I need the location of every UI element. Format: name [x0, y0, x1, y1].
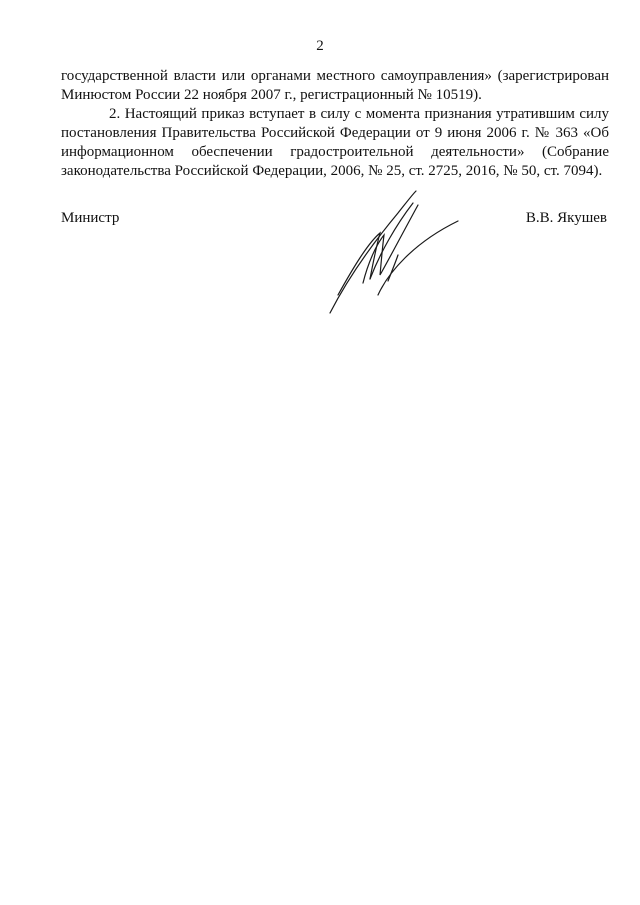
document-body — [61, 67, 609, 181]
paragraph-continuation: государственной власти или органами местного самоуправления» (зарегистрирован Минюстом России 22 ноября 2007 г., регистрационный № 10519). — [61, 68, 609, 103]
page-number: 2 — [316, 38, 324, 54]
signatory-title: Министр — [61, 210, 120, 226]
paragraph-item-2: 2. Настоящий приказ вступает в силу с момента признания утратившим силу постановления Правительства Российской Федерации от 9 июня 2006 г. № 363 «Об информационном обеспечении градостроительной деятельности» (Собрание законодательства Российской Федерации, 2006, № 25, ст. 2725, 2016, № 50, ст. 7094). — [61, 106, 609, 179]
handwritten-signature — [318, 183, 468, 318]
signatory-name: В.В. Якушев — [525, 210, 607, 226]
